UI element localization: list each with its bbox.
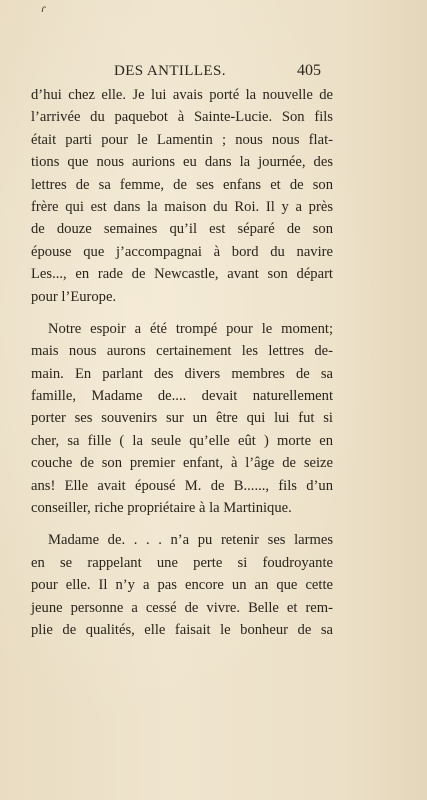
text-line: épouse que j’accompagnai à bord du navire bbox=[31, 243, 333, 260]
page-number: 405 bbox=[297, 62, 321, 79]
text-line: Les..., en rade de Newcastle, avant son départ bbox=[31, 266, 333, 283]
text-line: cher, sa fille ( la seule qu’elle eût ) morte en bbox=[31, 432, 333, 449]
text-line: main. En parlant des divers membres de sa bbox=[31, 365, 333, 382]
body-text bbox=[31, 84, 333, 641]
running-head bbox=[0, 60, 427, 82]
paragraph-gap bbox=[31, 308, 333, 318]
paragraph-gap bbox=[31, 519, 333, 529]
text-line: plie de qualités, elle faisait le bonheur de sa bbox=[31, 621, 333, 638]
text-line: ans! Elle avait épousé M. de B......, fils d’un bbox=[31, 477, 333, 494]
text-line: famille, Madame de.... devait naturellement bbox=[31, 388, 333, 405]
text-line: conseiller, riche propriétaire à la Martinique. bbox=[31, 500, 292, 517]
text-line: Madame de. . . . n’a pu retenir ses larmes bbox=[48, 532, 333, 549]
text-line: lettres de sa femme, de ses enfans et de son bbox=[31, 176, 333, 193]
text-line: d’hui chez elle. Je lui avais porté la nouvelle de bbox=[31, 87, 333, 103]
text-line: couche de son premier enfant, à l’âge de seize bbox=[31, 455, 333, 472]
text-line: jeune personne a cessé de vivre. Belle et rem- bbox=[31, 599, 333, 616]
text-line: frère qui est dans la maison du Roi. Il y a près bbox=[31, 198, 333, 215]
paragraph-3 bbox=[31, 529, 333, 641]
paragraph-1 bbox=[31, 84, 333, 308]
running-title: DES ANTILLES. bbox=[114, 63, 226, 79]
ink-mark: ɾ bbox=[41, 4, 46, 15]
text-line: mais nous aurons certainement les lettres de- bbox=[31, 343, 333, 360]
text-line: tions que nous aurions eu dans la journée, des bbox=[31, 154, 333, 171]
text-line: de douze semaines qu’il est séparé de son bbox=[31, 221, 333, 238]
text-line: pour l’Europe. bbox=[31, 288, 117, 305]
text-line: porter ses souvenirs sur un être qui lui fut si bbox=[31, 410, 333, 427]
text-line: était parti pour le Lamentin ; nous nous flat- bbox=[31, 131, 333, 148]
text-line: l’arrivée du paquebot à Sainte-Lucie. Son fils bbox=[31, 109, 333, 126]
text-line: Notre espoir a été trompé pour le moment; bbox=[48, 320, 333, 337]
paragraph-2 bbox=[31, 318, 333, 520]
text-line: pour elle. Il n’y a pas encore un an que cette bbox=[31, 577, 333, 594]
text-line: en se rappelant une perte si foudroyante bbox=[31, 554, 333, 571]
